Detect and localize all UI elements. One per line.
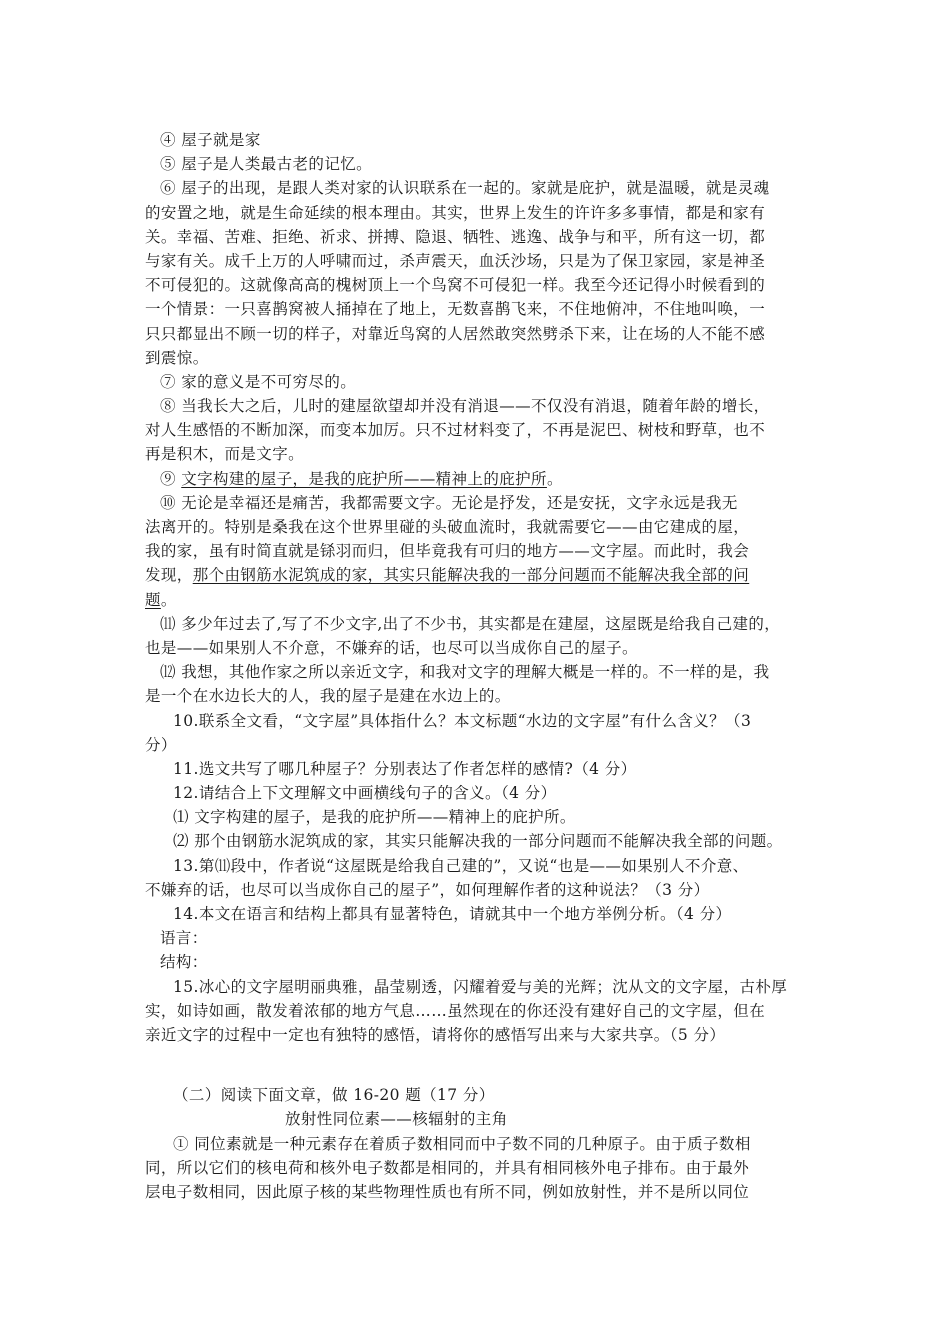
article-para-1-line-2: 同，所以它们的核电荷和核外电子数都是相同的，并具有相同核外电子排布。由于最外 <box>145 1158 750 1177</box>
para-6-line-6: 一个情景：一只喜鹊窝被人捅掉在了地上，无数喜鹊飞来，不住地俯冲，不住地叫唤，一 <box>145 300 766 319</box>
para-5: ⑤ 屋子是人类最古老的记忆。 <box>160 155 373 174</box>
para-6-line-7: 只只都显出不顾一切的样子，对靠近鸟窝的人居然敢突然劈杀下来，让在场的人不能不感 <box>145 324 766 343</box>
question-12-item-1: ⑴ 文字构建的屋子，是我的庇护所——精神上的庇护所。 <box>173 808 576 827</box>
question-12: 12.请结合上下文理解文中画横线句子的含义。（4 分） <box>173 784 557 803</box>
question-13-line-1: 13.第⑾段中，作者说“这屋既是给我自己建的”，又说“也是——如果别人不介意、 <box>173 856 749 875</box>
para-10-line-5 <box>145 588 820 612</box>
section-2-heading: （二）阅读下面文章，做 16-20 题（17 分） <box>173 1086 495 1105</box>
para-10-end: 。 <box>160 590 177 609</box>
article-para-1-line-3: 层电子数相同，因此原子核的某些物理性质也有所不同，例如放射性，并不是所以同位 <box>145 1182 750 1201</box>
article-para-1-line-1: ① 同位素就是一种元素存在着质子数相同而中子数不同的几种原子。由于质子数相 <box>173 1134 751 1153</box>
para-6-line-5: 不可侵犯的。这就像高高的槐树顶上一个鸟窝不可侵犯一样。我至今还记得小时候看到的 <box>145 276 766 295</box>
para-12-line-1: ⑿ 我想，其他作家之所以亲近文字，和我对文字的理解大概是一样的。不一样的是，我 <box>160 663 770 682</box>
para-10-line-1: ⑩ 无论是幸福还是痛苦，我都需要文字。无论是抒发，还是安抚，文字永远是我无 <box>160 493 738 512</box>
underlined-sentence-2-end: 题 <box>145 590 161 609</box>
para-7: ⑦ 家的意义是不可穷尽的。 <box>160 372 357 391</box>
para-6-line-8: 到震惊。 <box>145 348 209 367</box>
para-8-line-1: ⑧ 当我长大之后，儿时的建屋欲望却并没有消退——不仅没有消退，随着年龄的增长， <box>160 397 770 416</box>
para-10-line-4 <box>145 563 820 587</box>
question-12-item-2: ⑵ 那个由钢筋水泥筑成的家，其实只能解决我的一部分问题而不能解决我全部的问题。 <box>173 832 783 851</box>
question-13-line-2: 不嫌弃的话，也尽可以当成你自己的屋子”，如何理解作者的这种说法？（3 分） <box>145 880 710 899</box>
question-14-structure: 结构： <box>160 953 208 972</box>
para-6-line-3: 关。幸福、苦难、拒绝、祈求、拼搏、隐退、牺牲、逃逸、战争与和平，所有这一切，都 <box>145 227 766 246</box>
question-15-line-3: 亲近文字的过程中一定也有独特的感悟，请将你的感悟写出来与大家共享。（5 分） <box>145 1025 726 1044</box>
para-8-line-2: 对人生感悟的不断加深，而变本加厉。只不过材料变了，不再是泥巴、树枝和野草，也不 <box>145 421 766 440</box>
question-10-line-1: 10.联系全文看，“文字屋”具体指什么？本文标题“水边的文字屋”有什么含义？（3 <box>173 711 752 730</box>
para-11-line-2: 也是——如果别人不介意，不嫌弃的话，也尽可以当成你自己的屋子。 <box>145 638 638 657</box>
section-gap <box>145 1047 820 1083</box>
para-10-prefix: 发现， <box>145 566 193 585</box>
para-12-line-2: 是一个在水边长大的人，我的屋子是建在水边上的。 <box>145 687 511 706</box>
underlined-sentence-2: 那个由钢筋水泥筑成的家，其实只能解决我的一部分问题而不能解决我全部的问 <box>192 566 750 585</box>
question-14: 14.本文在语言和结构上都具有显著特色，请就其中一个地方举例分析。（4 分） <box>173 905 732 923</box>
para-9-number: ⑨ <box>160 469 182 488</box>
para-4: ④ 屋子就是家 <box>160 131 261 149</box>
para-11-line-1: ⑾ 多少年过去了,写了不少文字,出了不少书，其实都是在建屋，这屋既是给我自己建的， <box>160 614 781 633</box>
para-8-line-3: 再是积木，而是文字。 <box>145 445 305 464</box>
question-14-language: 语言： <box>160 929 208 948</box>
question-10-line-2: 分） <box>145 735 177 754</box>
para-6-line-1: ⑥ 屋子的出现，是跟人类对家的认识联系在一起的。家就是庇护，就是温暖，就是灵魂 <box>160 179 770 198</box>
para-10-line-3: 我的家，虽有时简直就是铩羽而归，但毕竟我有可归的地方——文字屋。而此时，我会 <box>145 542 750 561</box>
question-15-line-2: 实，如诗如画，散发着浓郁的地方气息……虽然现在的你还没有建好自己的文字屋，但在 <box>145 1001 766 1020</box>
question-11: 11.选文共写了哪几种屋子？分别表达了作者怎样的感情?（4 分） <box>173 759 637 778</box>
para-9-end: 。 <box>546 469 563 488</box>
question-15-line-1: 15.冰心的文字屋明丽典雅，晶莹剔透，闪耀着爱与美的光辉；沈从文的文字屋，古朴厚 <box>173 977 788 996</box>
para-9 <box>145 467 820 491</box>
underlined-sentence-1: 文字构建的屋子，是我的庇护所——精神上的庇护所 <box>181 469 547 488</box>
para-10-line-2: 法离开的。特别是桑我在这个世界里碰的头破血流时，我就需要它——由它建成的屋， <box>145 518 750 536</box>
para-6-line-2: 的安置之地，就是生命延续的根本理由。其实，世界上发生的许许多多事情，都是和家有 <box>145 203 766 222</box>
article-title: 放射性同位素——核辐射的主角 <box>285 1110 508 1129</box>
para-6-line-4: 与家有关。成千上万的人呼啸而过，杀声震天，血沃沙场，只是为了保卫家园，家是神圣 <box>145 251 766 270</box>
